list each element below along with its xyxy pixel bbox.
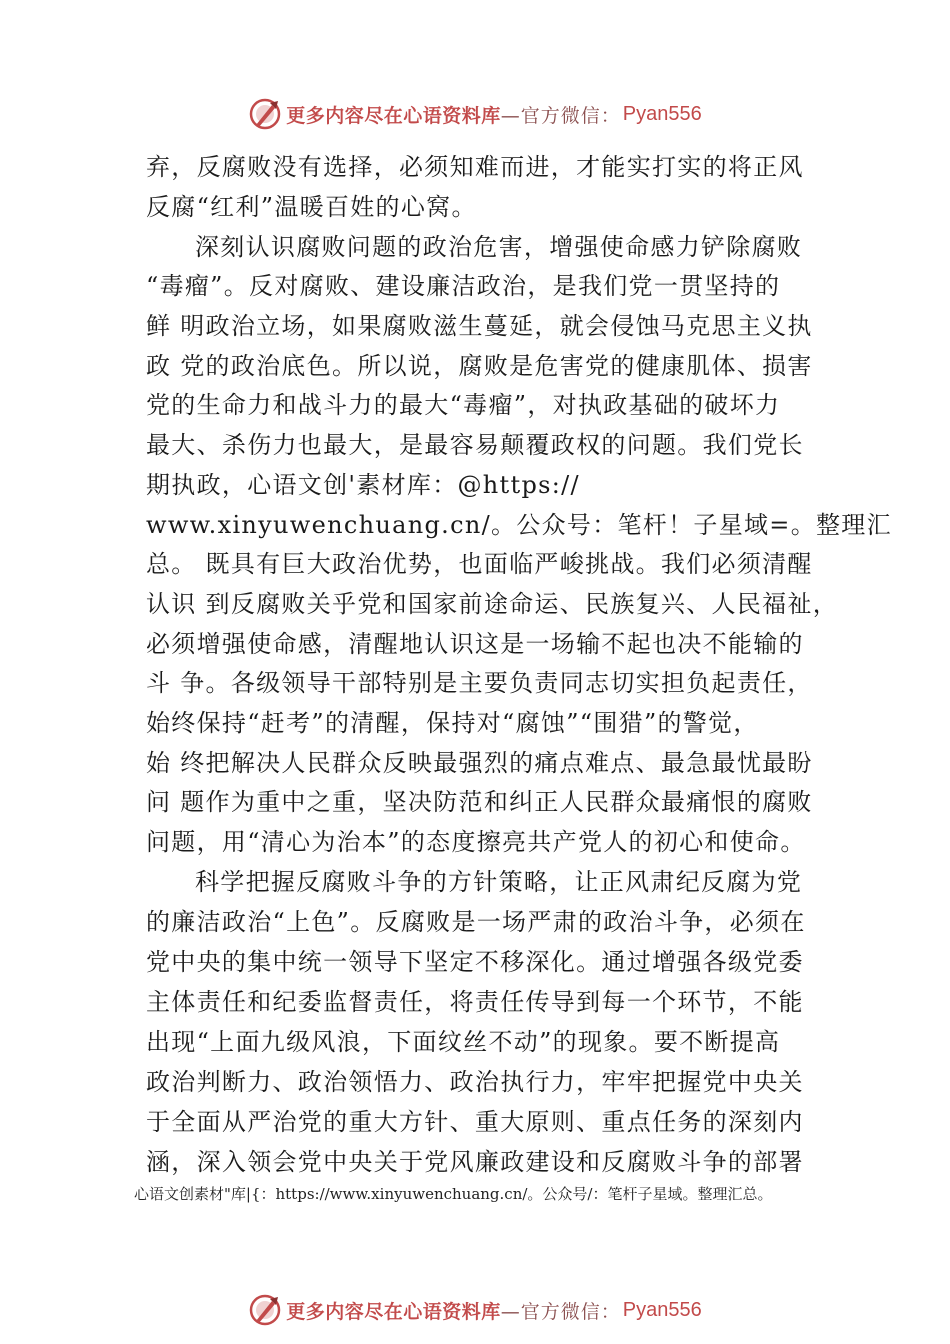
quill-pen-logo-icon (248, 1293, 282, 1327)
body-line: 的廉洁政治“上色”。反腐败是一场严肃的政治斗争，必须在 (146, 908, 806, 936)
body-line: 认识 到反腐败关乎党和国家前途命运、民族复兴、人民福祉， (146, 590, 839, 618)
body-line: 问题，用“清心为治本”的态度擦亮共产党人的初心和使命。 (146, 828, 806, 856)
body-line: 党中央的集中统一领导下坚定不移深化。通过增强各级党委 (146, 948, 804, 976)
body-line: 始 终把解决人民群众反映最强烈的痛点难点、最急最忧最盼 (146, 749, 813, 777)
body-line: 出现“上面九级风浪，下面纹丝不动”的现象。要不断提高 (146, 1028, 781, 1056)
footer-banner (0, 1290, 950, 1330)
header-wechat-id: Pyan556 (622, 102, 702, 125)
body-line: 总。 既具有巨大政治优势，也面临严峻挑战。我们必须清醒 (146, 550, 813, 578)
header-contact-label: —官方微信： (500, 104, 621, 127)
body-line: 政 党的政治底色。所以说，腐败是危害党的健康肌体、损害 (146, 352, 813, 380)
footer-brand: 更多内容尽在心语资料库 (286, 1300, 501, 1323)
footer-contact-label: —官方微信： (500, 1300, 621, 1323)
body-line: “毒瘤”。反对腐败、建设廉洁政治，是我们党一贯坚持的 (146, 272, 781, 300)
body-line: 鲜 明政治立场，如果腐败滋生蔓延，就会侵蚀马克思主义执 (146, 312, 813, 340)
footer-wechat-id: Pyan556 (622, 1298, 702, 1321)
body-line: 反腐“红利”温暖百姓的心窝。 (146, 193, 477, 221)
paragraph-start-line: 科学把握反腐败斗争的方针策略，让正风肃纪反腐为党 (195, 868, 803, 896)
body-line: 必须增强使命感，清醒地认识这是一场输不起也决不能输的 (146, 630, 804, 658)
footer-source-note: 心语文创素材"库|{：https://www.xinyuwenchuang.cn/。公众号/：笔杆子星域。整理汇总。 (134, 1185, 773, 1203)
body-line: 涵，深入领会党中央关于党风廉政建设和反腐败斗争的部署 (146, 1148, 804, 1176)
body-line: 主体责任和纪委监督责任，将责任传导到每一个环节，不能 (146, 988, 804, 1016)
header-brand: 更多内容尽在心语资料库 (286, 104, 501, 127)
body-line: 期执政，心语文创'素材库：@https:// (146, 471, 580, 499)
body-line: 始终保持“赶考”的清醒，保持对“腐蚀”“围猎”的警觉， (146, 709, 759, 737)
body-line: 最大、杀伤力也最大，是最容易颠覆政权的问题。我们党长 (146, 431, 804, 459)
body-line: 斗 争。各级领导干部特别是主要负责同志切实担负起责任， (146, 669, 813, 697)
body-line: 政治判断力、政治领悟力、政治执行力，牢牢把握党中央关 (146, 1068, 804, 1096)
body-line: 党的生命力和战斗力的最大“毒瘤”，对执政基础的破坏力 (146, 391, 781, 419)
body-line: www.xinyuwenchuang.cn/。公众号：笔杆！子星域=。整理汇 (146, 511, 892, 539)
body-line: 于全面从严治党的重大方针、重大原则、重点任务的深刻内 (146, 1108, 804, 1136)
body-line: 弃，反腐败没有选择，必须知难而进，才能实打实的将正风 (146, 153, 804, 181)
body-line: 问 题作为重中之重，坚决防范和纠正人民群众最痛恨的腐败 (146, 788, 813, 816)
paragraph-start-line: 深刻认识腐败问题的政治危害，增强使命感力铲除腐败 (195, 233, 803, 261)
